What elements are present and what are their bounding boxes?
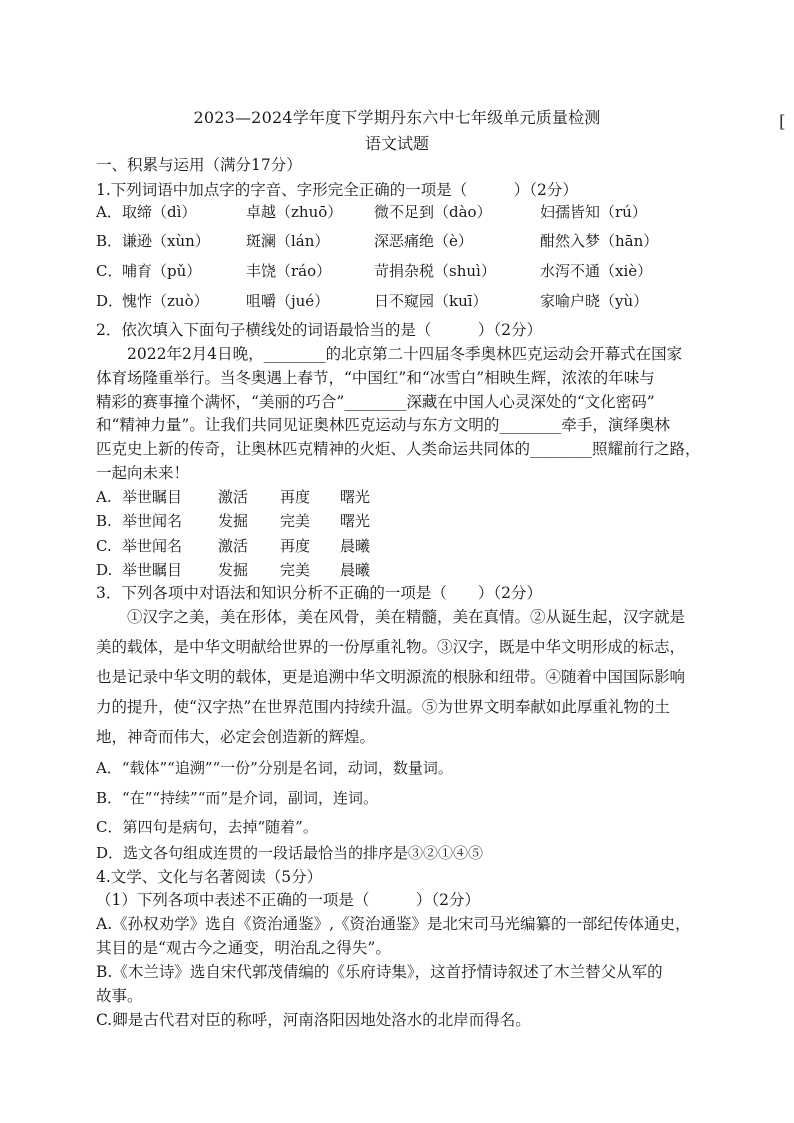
exam-title: 2023—2024学年度下学期丹东六中七年级单元质量检测 [193,108,601,127]
q2-choice: 曙光 [340,512,371,530]
q4-option-line: C.卿是古代君对臣的称呼，河南洛阳因地处洛水的北岸而得名。 [96,1011,531,1029]
q1-word: 日不窥园（kuī） [374,292,488,310]
q2-choice: 举世闻名 [122,537,183,555]
q1-row-label: B． [96,232,123,250]
q1-word: 斑澜（lán） [246,232,330,250]
q2-choice: 曙光 [340,488,371,506]
q3-passage-line: ①汉字之美，美在形体，美在风骨，美在精髓，美在真情。②从诞生起，汉字就是 [96,608,686,626]
section-heading: 一、积累与运用（满分17分） [96,156,302,174]
q2-option-label: B. [96,512,112,530]
q2-option-label: D. [96,561,113,579]
q3-passage-line: 也是记录中华文明的载体，更是追溯中华文明源流的根脉和纽带。④随着中国国际影响 [96,668,686,686]
q1-word: 苛捐杂税（shuì） [374,262,496,280]
q3-option-b: B．“在”“持续”“而”是介词，副词，连词。 [96,789,379,807]
q4-option-line: B.《木兰诗》选自宋代郭茂倩编的《乐府诗集》，这首抒情诗叙述了木兰替父从军的 [96,963,663,981]
q2-choice: 再度 [280,488,311,506]
q4-sub-question: （1）下列各项中表述不正确的一项是（ ）（2分） [96,891,480,909]
q1-word: 妇孺皆知（rú） [540,203,647,221]
q2-choice: 晨曦 [340,561,371,579]
q3-passage-line: 美的载体，是中华文明献给世界的一份厚重礼物。③汉字，既是中华文明形成的标志， [96,638,686,656]
q2-passage-line: 精彩的赛事撞个满怀，“美丽的巧合”________深藏在中国人心灵深处的“文化密码” [96,393,655,411]
q2-choice: 举世瞩目 [122,488,183,506]
q1-word: 谦逊（xùn） [122,232,210,250]
q2-stem: 2．依次填入下面句子横线处的词语最恰当的是（ ）（2分） [96,321,542,339]
q4-option-line: 故事。 [96,987,143,1005]
q2-option-label: C. [96,537,112,555]
q2-choice: 举世闻名 [122,512,183,530]
q1-word: 丰饶（ráo） [246,262,332,280]
q2-passage-line: 体育场隆重举行。当冬奥遇上春节，“中国红”和“冰雪白”相映生辉，浓浓的年味与 [96,369,655,387]
q1-word: 家喻户晓（yù） [540,292,649,310]
q1-row-label: D． [96,292,124,310]
q1-word: 卓越（zhuō） [246,203,343,221]
q2-choice: 晨曦 [340,537,371,555]
q3-option-c: C．第四句是病句，去掉“随着”。 [96,818,318,836]
q2-choice: 激活 [218,488,249,506]
q1-word: 咀嚼（jué） [246,292,330,310]
q3-option-a: A．“载体”“追溯”“一份”分别是名词，动词，数量词。 [96,759,453,777]
q2-choice: 发掘 [218,561,249,579]
corner-mark: [ [779,112,786,132]
q2-choice: 完美 [280,561,311,579]
q1-word: 哺育（pǔ） [122,262,202,280]
q2-option-label: A. [96,488,112,506]
q1-stem: 1.下列词语中加点字的字音、字形完全正确的一项是（ ）（2分） [96,181,578,199]
q2-choice: 再度 [280,537,311,555]
q1-word: 深恶痛绝（è） [374,232,473,250]
q1-word: 取缔（dì） [122,203,197,221]
q1-row-label: A． [96,203,122,221]
q4-option-line: 其目的是“观古今之通变，明治乱之得失”。 [96,939,391,957]
q4-option-line: A.《孙权劝学》选自《资治通鉴》,《资治通鉴》是北宋司马光编纂的一部纪传体通史， [96,915,691,933]
q3-stem: 3．下列各项中对语法和知识分析不正确的一项是（ ）（2分） [96,584,542,602]
q3-option-d: D．选文各句组成连贯的一段话最恰当的排序是③②①④⑤ [96,844,484,862]
q2-choice: 发掘 [218,512,249,530]
q1-row-label: C． [96,262,123,280]
q2-passage-line: 2022年2月4日晚，________的北京第二十四届冬季奥林匹克运动会开幕式在国家 [96,345,683,363]
exam-subtitle: 语文试题 [364,134,429,153]
q2-passage-line: 和“精神力量”。让我们共同见证奥林匹克运动与东方文明的________牵手，演绎奥林 [96,416,670,434]
q1-word: 微不足到（dào） [374,203,492,221]
q2-passage-line: 匹克史上新的传奇，让奥林匹克精神的火炬、人类命运共同体的________照耀前行之路， [96,440,701,458]
q2-passage-line: 一起向未来！ [96,464,190,482]
q1-word: 酣然入梦（hān） [540,232,659,250]
q2-choice: 完美 [280,512,311,530]
q3-passage-line: 地，神奇而伟大，必定会创造新的辉煌。 [96,728,376,746]
q1-word: 愧怍（zuò） [122,292,209,310]
q3-passage-line: 力的提升，使“汉字热”在世界范围内持续升温。⑤为世界文明奉献如此厚重礼物的土 [96,698,670,716]
q1-word: 水泻不通（xiè） [540,262,653,280]
q2-choice: 举世瞩目 [122,561,183,579]
q4-heading: 4.文学、文化与名著阅读（5分） [96,868,323,886]
q2-choice: 激活 [218,537,249,555]
